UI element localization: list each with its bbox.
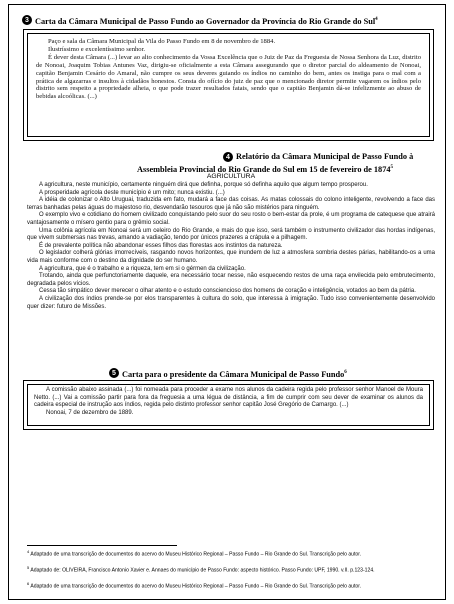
section-4-paragraph: A agricultura, neste município, certamente ninguém dirá que definha, porque só definha aquilo que algum tempo prosperou.	[39, 182, 368, 188]
section-5-letter-box	[23, 380, 434, 430]
section-5-paragraph: A comissão abaixo assinada (...) foi nomeada para proceder a exame nos alunos da cadeira regida pelo professor senhor Manoel de Moura Netto. (...) Vai a comissão partir para fora da freguesia a uma légua de distância, a fim de cumprir com seu dever de examinar os alunos da cadeira especial de instrução aos índios, regida pelo distinto professor senhor capitão José Gregório de Camargo. (...)	[34, 387, 423, 409]
document-page	[8, 4, 446, 600]
section-4-heading	[223, 152, 413, 162]
section-3-title: Carta da Câmara Municipal de Passo Fundo ao Governador da Província do Rio Grande do Sul$^4$	[35, 16, 378, 26]
section-5-title: Carta para o presidente da Câmara Municipal de Passo Fundo$^6$	[122, 369, 347, 379]
section-4-paragraph: O legislador colherá glórias imorrecíveis, rasgando novos horizontes, que inundem de luz a atmosfera sombria destes párias, habilitando-os a uma vida mais conforme com o destino da dignidade do ser humano.	[27, 250, 435, 264]
section-3-letter-box	[23, 29, 434, 141]
section-4-paragraph: Trotando, ainda que perfunctoriamente daquele, era necessário tocar nesse, não esquecendo restos de uma raça envilecida pelo embrutecimento, degradada pelos vícios.	[27, 273, 435, 287]
section-4-title-line2: Assembleia Provincial do Rio Grande do Sul em 15 de fevereiro de 1874$^5$	[137, 164, 394, 174]
section-3-heading	[22, 15, 378, 26]
section-3-number: 3	[22, 15, 32, 25]
footnote-separator	[27, 545, 177, 546]
section-4-paragraph: A agricultura, que é o trabalho e a riqueza, tem em si o gérmen da civilização.	[39, 265, 246, 272]
footnote-5: $^5$ Adaptado de: OLIVEIRA, Francisco Antonio Xavier e. Annaes do município de Passo Fundo: aspecto histórico. Passo Fundo: UPF, 1990. v.II. p.123-124.	[27, 565, 375, 574]
section-5-number: 5	[109, 368, 119, 378]
section-5-letter-inner	[27, 384, 430, 426]
section-4-title-line1: Relatório da Câmara Municipal de Passo Fundo à	[236, 152, 414, 161]
section-4-body	[27, 173, 435, 311]
section-4-paragraph: Uma colônia agrícola em Nonoai será um celeiro do Rio Grande, e mais do que isso, será também o instrumento civilizador das hordas indígenas, que vivem submersas nas trevas, amando a vadiação, tendo por únicos prazeres a crápula e a pilhagem.	[27, 227, 435, 242]
footnote-6: $^6$ Adaptado de uma transcrição de documentos do acervo do Museu Histórico Regional – Passo Fundo – Rio Grande do Sul. Transcrição pelo autor.	[27, 581, 362, 590]
section-3-paragraph: Ilustríssimo e excelentíssimo senhor.	[48, 45, 146, 53]
section-3-paragraph: É dever desta Câmara (...) levar ao alto conhecimento da Vossa Excelência que o Juiz de Paz da Freguesia de Nossa Senhora da Luz, distrito de Nonoai, Joaquim Tobias Antunes Vaz, dirigiu-se oficialmente a esta Câmara assegurando que o diretor parcial do aldeamento de Nonoai, capitão Benjamin Cesário do Amaral, não cumpre os seus deveres guiando os índios no caminho do bem, antes os instiga para o mal com a prática de algazarras e insultos à cidadãos honestos. Consta do ofício do juiz de paz que o mencionado diretor permite vagarem os índios pelo distrito sem respeito a propriedade alheia, o que pode trazer resultados fatais, sendo que o capitão Benjamin dá-se infelizmente ao abuso de bebidas alcoólicas. (...)	[36, 53, 421, 101]
section-4-paragraph: É de prevalente política não abandonar esses filhos das florestas aos instintos da natureza.	[39, 242, 283, 249]
section-4-paragraph: A civilização dos índios prende-se por elos transparentes à cultura do solo, que interessa à imigração. Tudo isso convenientemente desenvolvido quer dizer: futuro de Missões.	[27, 295, 435, 310]
section-5-paragraph: Nonoai, 7 de dezembro de 1889.	[46, 409, 134, 416]
section-4-paragraph: O exemplo vivo e cotidiano do homem civilizado conquistando pelo suor do seu rosto o bem-estar da prole, é um programa de catequese que atrairá vantajosamente o mísero gentio para o grêmio social.	[27, 212, 435, 226]
section-4-paragraph: Cessa tão simpático dever merecer o olhar atento e o estudo consciencioso dos homens de coração e inteligência, votados ao bem da pátria.	[39, 288, 416, 295]
section-4-paragraph: A idéia de colonizar o Alto Uruguai, traduzida em fato, mudará a face das coisas. As matas colossais do colono inteligente, revolvendo a face das terras banhadas pelas águas do majestoso rio, desvendarão tesouros que já não são mistérios para ninguém.	[27, 197, 435, 211]
section-5-heading	[109, 368, 347, 379]
section-3-letter-inner	[27, 33, 430, 137]
section-4-subtitle: AGRICULTURA	[206, 173, 256, 180]
footnote-4: $^4$ Adaptado de uma transcrição de documentos do acervo do Museu Histórico Regional – Passo Fundo – Rio Grande do Sul. Transcrição pelo autor.	[27, 549, 362, 558]
section-3-paragraph: Paço e sala da Câmara Municipal da Vila do Passo Fundo em 8 de novembro de 1884.	[48, 38, 276, 45]
section-4-number: 4	[223, 152, 233, 162]
section-4-paragraph: A prosperidade agrícola deste município é um mito; nunca existiu. (...)	[39, 189, 225, 196]
